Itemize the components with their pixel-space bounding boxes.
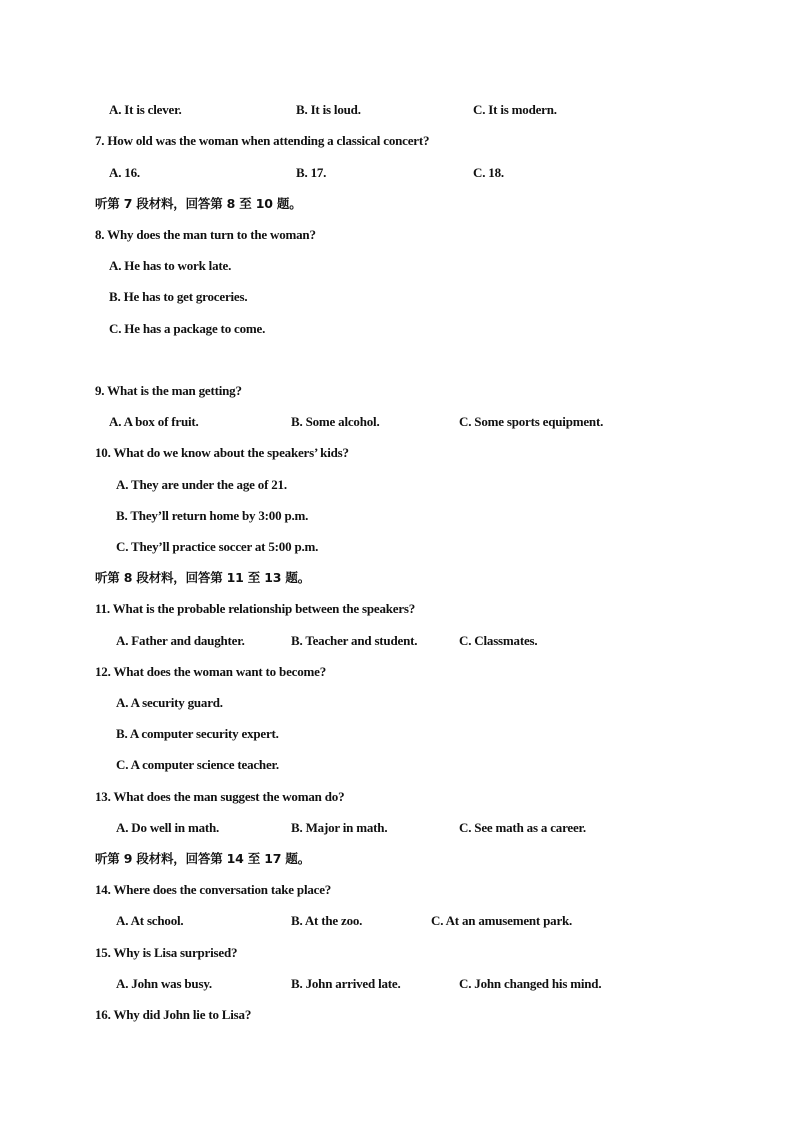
q13-option-a: A. Do well in math.	[116, 820, 220, 835]
section-8-heading: 听第 8 段材料，回答第 11 至 13 题。	[95, 570, 310, 585]
q10-option-b: B. They’ll return home by 3:00 p.m.	[116, 508, 309, 523]
q9-option-a: A. A box of fruit.	[109, 414, 199, 429]
q9-option-c: C. Some sports equipment.	[459, 414, 604, 429]
q7-option-c: C. 18.	[473, 165, 504, 180]
q7-option-a: A. 16.	[109, 165, 140, 180]
q15-option-a: A. John was busy.	[116, 976, 212, 991]
q8-option-c: C. He has a package to come.	[109, 321, 266, 336]
q11-question: 11. What is the probable relationship between the speakers?	[95, 601, 416, 616]
q8-question: 8. Why does the man turn to the woman?	[95, 227, 316, 242]
q6-option-c: C. It is modern.	[473, 102, 557, 117]
q13-question: 13. What does the man suggest the woman do?	[95, 789, 345, 804]
q14-option-c: C. At an amusement park.	[431, 913, 573, 928]
section-9-heading: 听第 9 段材料，回答第 14 至 17 题。	[95, 851, 310, 866]
q16-question: 16. Why did John lie to Lisa?	[95, 1007, 252, 1022]
q6-option-a: A. It is clever.	[109, 102, 182, 117]
q15-option-b: B. John arrived late.	[291, 976, 401, 991]
q9-option-b: B. Some alcohol.	[291, 414, 380, 429]
q7-option-b: B. 17.	[296, 165, 327, 180]
q11-option-b: B. Teacher and student.	[291, 633, 418, 648]
q11-option-a: A. Father and daughter.	[116, 633, 245, 648]
q12-option-b: B. A computer security expert.	[116, 726, 279, 741]
q6-option-b: B. It is loud.	[296, 102, 361, 117]
q14-option-b: B. At the zoo.	[291, 913, 363, 928]
q12-option-c: C. A computer science teacher.	[116, 757, 279, 772]
q10-option-c: C. They’ll practice soccer at 5:00 p.m.	[116, 539, 319, 554]
q12-option-a: A. A security guard.	[116, 695, 223, 710]
q14-option-a: A. At school.	[116, 913, 184, 928]
q14-question: 14. Where does the conversation take place?	[95, 882, 332, 897]
q9-question: 9. What is the man getting?	[95, 383, 242, 398]
q8-option-a: A. He has to work late.	[109, 258, 232, 273]
q13-option-b: B. Major in math.	[291, 820, 388, 835]
q7-question: 7. How old was the woman when attending a classical concert?	[95, 133, 430, 148]
q11-option-c: C. Classmates.	[459, 633, 538, 648]
q15-option-c: C. John changed his mind.	[459, 976, 602, 991]
q13-option-c: C. See math as a career.	[459, 820, 586, 835]
q10-question: 10. What do we know about the speakers’ kids?	[95, 445, 349, 460]
q12-question: 12. What does the woman want to become?	[95, 664, 327, 679]
q15-question: 15. Why is Lisa surprised?	[95, 945, 238, 960]
section-7-heading: 听第 7 段材料，回答第 8 至 10 题。	[95, 196, 302, 211]
q8-option-b: B. He has to get groceries.	[109, 289, 248, 304]
q10-option-a: A. They are under the age of 21.	[116, 477, 287, 492]
